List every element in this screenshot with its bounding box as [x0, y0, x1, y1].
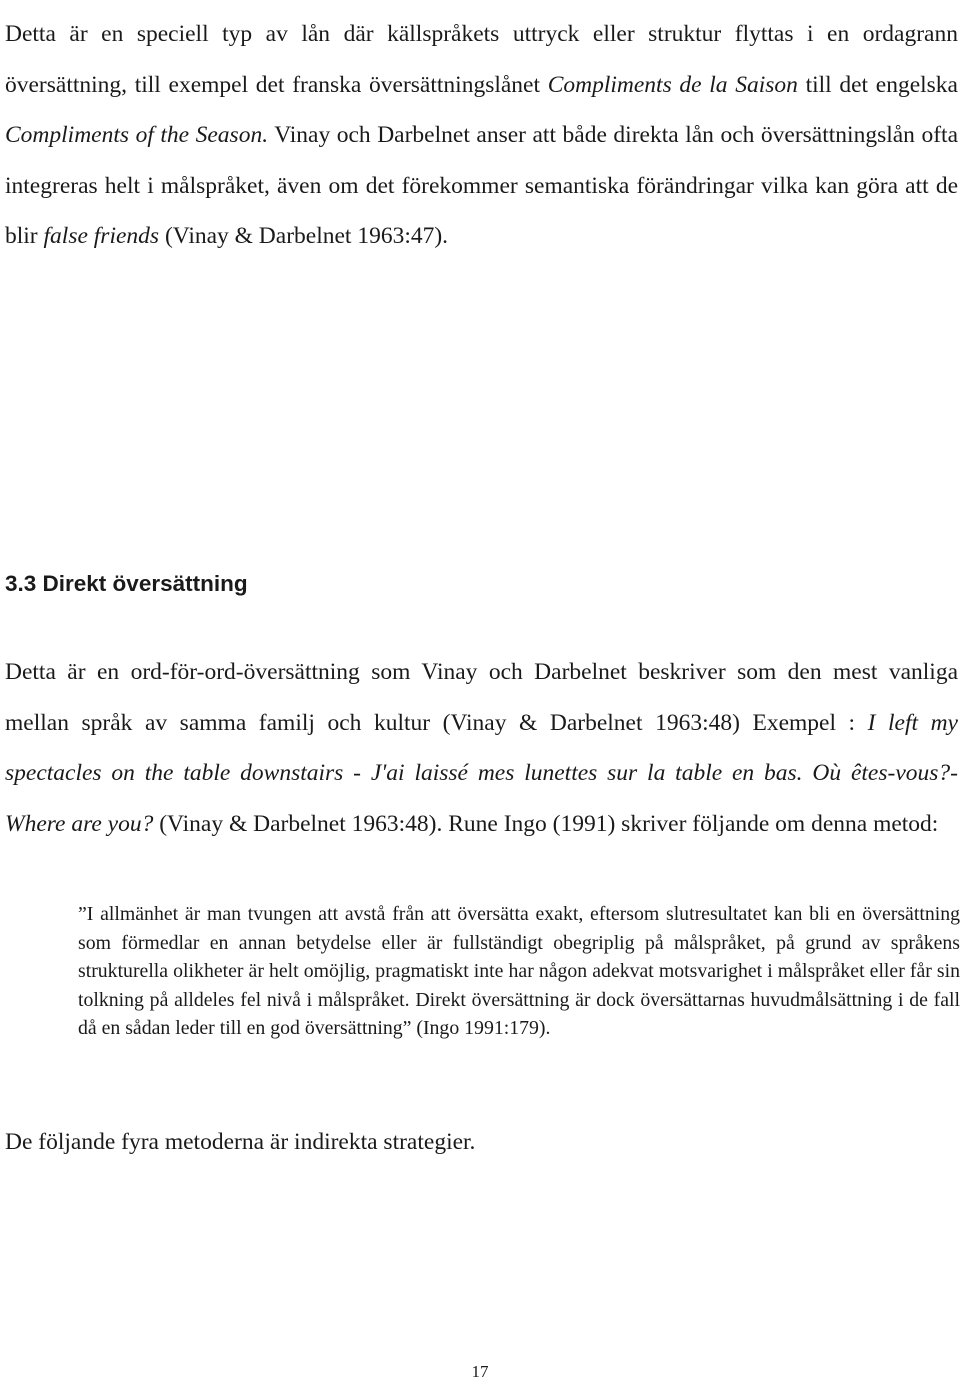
body-paragraph-loan-translation: [5, 9, 958, 262]
paragraph-text: (Vinay & Darbelnet 1963:48). Rune Ingo (1991) skriver följande om denna metod:: [153, 810, 939, 837]
paragraph-text: till det engelska: [797, 71, 958, 98]
paragraph-text: Detta är en speciell typ av lån där källspråkets uttryck eller struktur flyttas i en ordagrann översättning, till exempel det franska översättningslånet: [5, 21, 958, 98]
body-paragraph-direct-translation: [5, 647, 958, 849]
block-quote: ”I allmänhet är man tvungen att avstå från att översätta exakt, eftersom slutresultatet kan bli en översättning som förmedlar en annan betydelse eller är fullständigt obegriplig på målspråket, på grund av språkens strukturella olikheter är helt omöjlig, pragmatiskt inte har någon adekvat motsvarighet i målspråket eller får sin tolkning på alldeles fel nivå i målspråket. Direkt översättning är dock översättarnas huvudmålsättning i de fall då en sådan leder till en god översättning” (Ingo 1991:179).: [78, 903, 960, 1040]
italic-example-french: Compliments de la Saison: [547, 71, 798, 98]
italic-examples: I left my spectacles on the table downstairs - J'ai laissé mes lunettes sur la table en bas. Où êtes-vous?- Where are you?: [5, 709, 958, 837]
section-heading: 3.3 Direkt översättning: [5, 571, 248, 596]
body-paragraph-indirect-strategies: De följande fyra metoderna är indirekta strategier.: [5, 1129, 476, 1155]
paragraph-text: (Vinay & Darbelnet 1963:47).: [159, 223, 449, 249]
italic-term-false-friends: false friends: [43, 223, 160, 249]
italic-example-english: Compliments of the Season.: [5, 122, 269, 148]
paragraph-text: Detta är en ord-för-ord-översättning som Vinay och Darbelnet beskriver som den mest vanliga mellan språk av samma familj och kultur (Vinay & Darbelnet 1963:48) Exempel :: [5, 659, 958, 736]
paragraph-text: Vinay och Darbelnet anser att både direkta lån och översättningslån ofta integreras helt i målspråket, även om det förekommer semantiska förändringar vilka kan göra att de blir: [5, 122, 959, 249]
page-number: 17: [471, 1362, 489, 1381]
